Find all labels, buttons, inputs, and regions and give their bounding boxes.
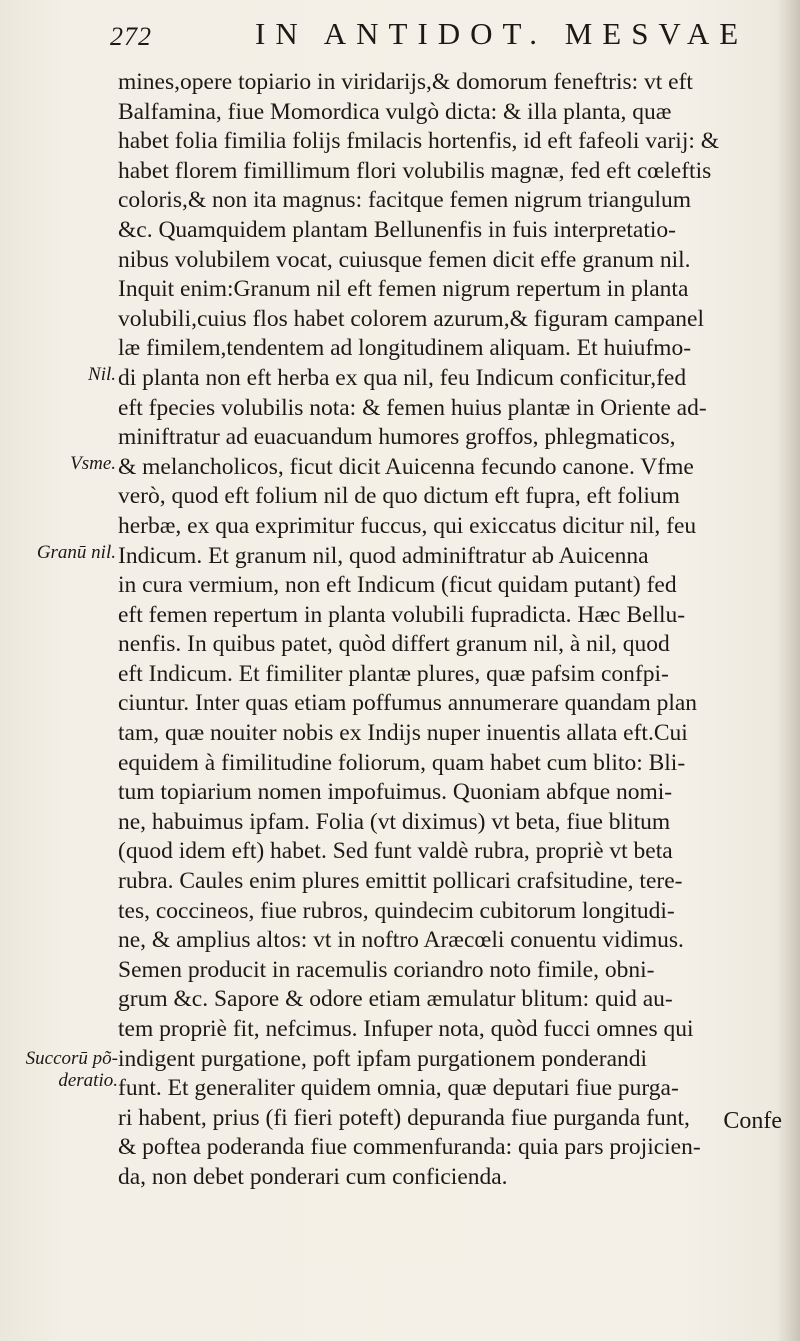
text-line: volubili,cuius flos habet colorem azurum,& figuram campanel <box>118 305 705 332</box>
text-line: habet folia fimilia folijs fmilacis hortenfis, id eft fafeoli varij: & <box>118 128 720 155</box>
text-line: nibus volubilem vocat, cuiusque femen dicit effe granum nil. <box>118 246 691 273</box>
text-line: & poftea poderanda fiue commenfuranda: quia pars projicien- <box>118 1134 701 1161</box>
text-line: tem propriè fit, nefcimus. Infuper nota, quòd fucci omnes qui <box>118 1016 694 1042</box>
text-line: mines,opere topiario in viridarijs,& domorum feneftris: vt eft <box>118 69 693 95</box>
text-line: verò, quod eft folium nil de quo dictum eft fupra, eft folium <box>118 483 680 510</box>
text-line: & melancholicos, ficut dicit Auicenna fecundo canone. Vfme <box>118 453 694 480</box>
text-line: tum topiarium nomen impofuimus. Quoniam abfque nomi- <box>118 779 673 806</box>
text-line: miniftratur ad euacuandum humores groffos, phlegmaticos, <box>118 424 676 451</box>
text-line: nenfis. In quibus patet, quòd differt granum nil, à nil, quod <box>118 631 670 658</box>
text-line: rubra. Caules enim plures emittit pollicari crafsitudine, tere- <box>118 868 683 895</box>
text-line: eft fpecies volubilis nota: & femen huius plantæ in Oriente ad- <box>118 394 707 421</box>
margin-notes <box>0 0 118 1341</box>
text-line: ri habent, prius (fi fieri poteft) depuranda fiue purganda funt, <box>118 1104 690 1131</box>
text-line: ciuntur. Inter quas etiam poffumus annumerare quandam plan <box>118 690 698 717</box>
body-text <box>118 68 778 1193</box>
text-line: læ fimilem,tendentem ad longitudinem aliquam. Et huiufmo- <box>118 335 692 362</box>
text-line: funt. Et generaliter quidem omnia, quæ deputari fiue purga- <box>118 1075 679 1102</box>
page-header <box>110 16 790 60</box>
text-line: tes, coccineos, fiue rubros, quindecim cubitorum longitudi- <box>118 897 675 924</box>
text-line: habet florem fimillimum flori volubilis magnæ, fed eft cœleftis <box>118 157 712 184</box>
text-line: Indicum. Et granum nil, quod adminiftratur ab Auicenna <box>118 542 649 569</box>
text-line: indigent purgatione, poft ipfam purgationem ponderandi <box>118 1045 648 1072</box>
text-line: da, non debet ponderari cum conficienda. <box>118 1163 508 1190</box>
margin-note-granum-nil: Granū nil. <box>36 542 116 563</box>
text-line: grum &c. Sapore & odore etiam æmulatur blitum: quid au- <box>118 986 673 1013</box>
text-line: &c. Quamquidem plantam Bellunenfis in fuis interpretatio- <box>118 216 676 243</box>
text-line: eft Indicum. Et fimiliter plantæ plures, quæ pafsim confpi- <box>118 660 669 687</box>
text-line: herbæ, ex qua exprimitur fuccus, qui exiccatus dicitur nil, feu <box>118 512 697 539</box>
text-line: ne, habuimus ipfam. Folia (vt diximus) vt beta, fiue blitum <box>118 808 671 835</box>
text-line: Semen producit in racemulis coriandro noto fimile, obni- <box>118 956 655 983</box>
running-head: IN ANTIDOT. MESVAE <box>255 16 749 51</box>
text-line: Balfamina, fiue Momordica vulgò dicta: & illa planta, quæ <box>118 98 672 125</box>
text-line: ne, & amplius altos: vt in noftro Aræcœli conuentu vidimus. <box>118 927 684 954</box>
text-line: Inquit enim:Granum nil eft femen nigrum repertum in planta <box>118 276 689 303</box>
margin-note-nil: Nil. <box>88 364 116 385</box>
text-line: tam, quæ nouiter nobis ex Indijs nuper inuentis allata eft.Cui <box>118 720 688 747</box>
text-line: coloris,& non ita magnus: facitque femen nigrum triangulum <box>118 187 692 214</box>
text-line: eft femen repertum in planta volubili fupradicta. Hæc Bellu- <box>118 601 686 628</box>
margin-note-vsme: Vsme. <box>70 453 116 474</box>
text-line: di planta non eft herba ex qua nil, feu Indicum conficitur,fed <box>118 364 687 391</box>
text-line: in cura vermium, non eft Indicum (ficut quidam putant) fed <box>118 572 677 599</box>
page-number: 272 <box>110 22 152 51</box>
text-line: (quod idem eft) habet. Sed funt valdè rubra, propriè vt beta <box>118 838 673 865</box>
margin-note-succorum-ponderatio: Succorū põ- deratio. <box>25 1048 118 1091</box>
catchword: Confe <box>723 1108 782 1134</box>
text-line: equidem à fimilitudine foliorum, quam habet cum blito: Bli- <box>118 749 686 776</box>
